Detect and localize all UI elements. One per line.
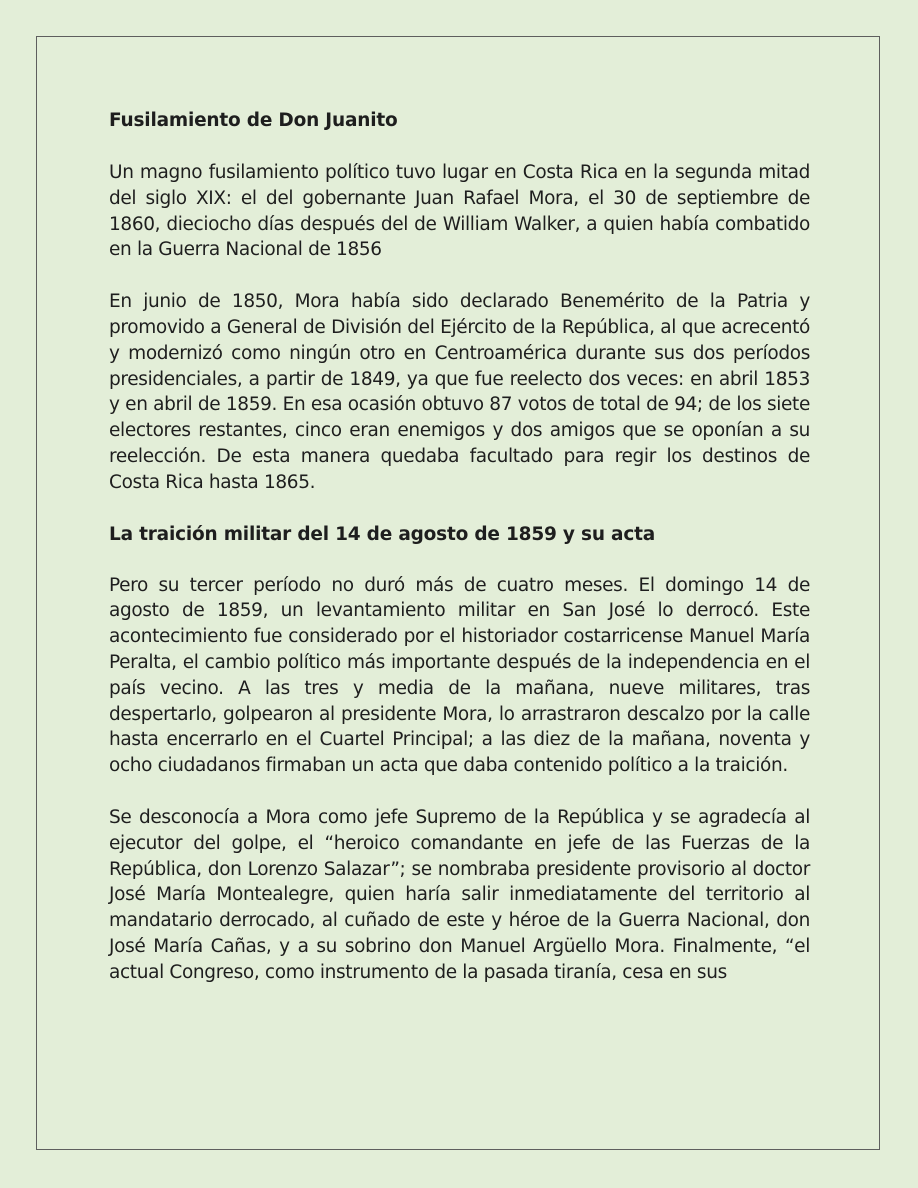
- section-heading-fusilamiento: Fusilamiento de Don Juanito: [109, 110, 398, 131]
- document-body: [109, 108, 810, 986]
- paragraph-intro: Un magno fusilamiento político tuvo lugar en Costa Rica en la segunda mitad del siglo XIX: el del gobernante Juan Rafael Mora, el 30 de septiembre de 1860, dieciocho días después del de William Walker, a quien había combatido en la Guerra Nacional de 1856: [109, 162, 810, 261]
- paragraph-benemerito: En junio de 1850, Mora había sido declarado Benemérito de la Patria y promovido a General de División del Ejército de la República, al que acrecentó y modernizó como ningún otro en Centroamérica durante sus dos períodos presidenciales, a partir de 1849, ya que fue reelecto dos veces: en abril 1853 y en abril de 1859. En esa ocasión obtuvo 87 votos de total de 94; de los siete electores restantes, cinco eran enemigos y dos amigos que se oponían a su reelección. De esta manera quedaba facultado para regir los destinos de Costa Rica hasta 1865.: [109, 291, 810, 493]
- paragraph-acta: Se desconocía a Mora como jefe Supremo de la República y se agradecía al ejecutor del golpe, el “heroico comandante en jefe de las Fuerzas de la República, don Lorenzo Salazar”; se nombraba presidente provisorio al doctor José María Montealegre, quien haría salir inmediatamente del territorio al mandatario derrocado, al cuñado de este y héroe de la Guerra Nacional, don José María Cañas, y a su sobrino don Manuel Argüello Mora. Finalmente, “el actual Congreso, como instrumento de la pasada tiranía, cesa en sus: [109, 806, 810, 983]
- paragraph-levantamiento: Pero su tercer período no duró más de cuatro meses. El domingo 14 de agosto de 1859, un levantamiento militar en San José lo derrocó. Este acontecimiento fue considerado por el historiador costarricense Manuel María Peralta, el cambio político más importante después de la independencia en el país vecino. A las tres y media de la mañana, nueve militares, tras despertarlo, golpearon al presidente Mora, lo arrastraron descalzo por la calle hasta encerrarlo en el Cuartel Principal; a las diez de la mañana, noventa y ocho ciudadanos firmaban un acta que daba contenido político a la traición.: [109, 574, 810, 777]
- section-heading-traicion: La traición militar del 14 de agosto de 1859 y su acta: [109, 523, 656, 545]
